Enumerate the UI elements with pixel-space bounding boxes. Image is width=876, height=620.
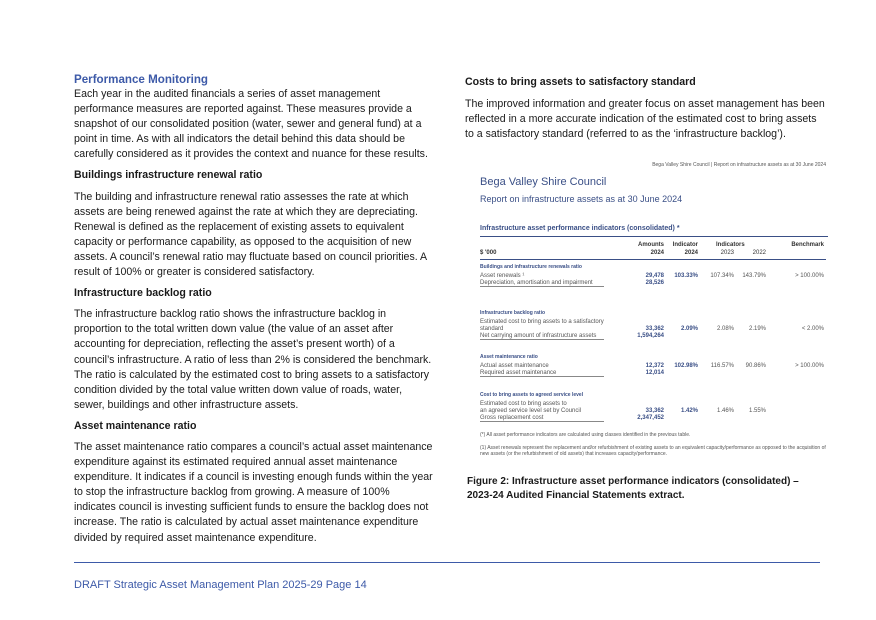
group-title-row [480,310,826,318]
benchmark-value: < 2.00% [801,326,824,332]
denominator-amount: 2,347,452 [637,415,664,421]
subheading-renewal-ratio: Buildings infrastructure renewal ratio [74,169,263,182]
group-line-2 [480,415,826,423]
group-title-row [480,354,826,362]
left-column [74,73,434,552]
indicator-2023: 1.46% [716,408,734,414]
numerator-amount: 29,478 [645,273,664,279]
denominator-label: Required asset maintenance [480,370,604,377]
right-column [465,75,825,148]
col-amounts: Amounts [638,242,664,248]
indicator-2023: 2.08% [716,326,734,332]
col-indicators: Indicators [716,242,745,248]
numerator-label-cont: an agreed service level set by Council [480,408,582,414]
indicator-2022: 143.79% [742,273,766,279]
indicator-value: 2.09% [680,326,698,332]
table-header-row [480,242,826,250]
numerator-amount: 33,362 [645,408,664,414]
report-table-title: Infrastructure asset performance indicators (consolidated) * [480,225,680,232]
numerator-label: Estimated cost to bring assets to a satisfactory [480,319,604,325]
numerator-label: Asset renewals ¹ [480,273,525,279]
group-line-2 [480,280,826,288]
numerator-amount: 12,372 [645,363,664,369]
report-subtitle: Report on infrastructure assets as at 30 June 2024 [480,194,683,204]
group-title: Asset maintenance ratio [480,354,538,360]
report-divider [480,236,828,237]
header-rule [480,259,826,260]
group-title-row [480,264,826,272]
report-extract [478,162,830,474]
group-line-2 [480,370,826,378]
indicator-value: 103.33% [674,273,698,279]
denominator-label: Gross replacement cost [480,415,604,422]
figure-caption: Figure 2: Infrastructure asset performance indicators (consolidated) – 2023-24 Audited Financial Statements extract. [467,476,799,501]
footer-rule [74,562,820,563]
col-benchmark: Benchmark [791,242,824,248]
maintenance-ratio-paragraph: The asset maintenance ratio compares a council’s actual asset maintenance expenditure against its estimated required annual asset maintenance expenditure. It indicates if a council is investing enough funds within the year to stop the infrastructure backlog from growing. A measure of 100% indicates council is investing sufficient funds to ensure the backlog does not increase. The ratio is calculated by actual asset maintenance expenditure divided by required asset maintenance expenditure. [74,440,433,544]
indicator-value: 102.98% [674,363,698,369]
benchmark-value: > 100.00% [795,273,824,279]
denominator-amount: 1,594,264 [637,333,664,339]
indicator-2022: 90.86% [745,363,766,369]
group-title: Cost to bring assets to agreed service level [480,392,584,398]
subheading-backlog-ratio: Infrastructure backlog ratio [74,287,212,300]
indicator-value: 1.42% [680,408,698,414]
group-title: Buildings and infrastructure renewals ratio [480,264,582,270]
numerator-amount: 33,362 [645,326,664,332]
footnote-1: (*) All asset performance indicators are calculated using classes identified in the previous table. [480,432,691,438]
denominator-amount: 12,014 [645,370,664,376]
group-title: Infrastructure backlog ratio [480,310,546,316]
col-unit: $ '000 [480,250,497,256]
col-2023: 2023 [720,250,734,256]
footnote-2: (1) Asset renewals represent the replacement and/or refurbishment of existing assets to an equivalent capacity/performance as opposed to the acquisition of new assets (or the refurbishment of old assets) that increases capacity/performance. [480,445,826,457]
subheading-costs: Costs to bring assets to satisfactory standard [465,76,696,88]
indicator-2023: 116.57% [710,363,734,369]
indicator-2022: 2.19% [748,326,766,332]
report-header-note: Bega Valley Shire Council | Report on infrastructure assets as at 30 June 2024 [652,162,826,168]
section-heading: Performance Monitoring [74,73,208,86]
costs-paragraph: The improved information and greater focus on asset management has been reflected in a more accurate indication of the estimated cost to bring assets to a satisfactory standard (referred to as the ‘infrastructure backlog’). [465,98,825,141]
intro-paragraph: Each year in the audited financials a series of asset management performance measures are reported against. These measures provide a snapshot of our consolidated position (water, sewer and general fund) at a point in time. As with all indicators the detail behind this data should be carefully considered as it provides the context and nuance for these results. [74,88,428,161]
numerator-label: Actual asset maintenance [480,363,549,369]
col-indicator-year: 2024 [684,250,698,256]
denominator-amount: 28,526 [645,280,664,286]
col-2022: 2022 [752,250,766,256]
backlog-ratio-paragraph: The infrastructure backlog ratio shows the infrastructure backlog in proportion to the total written down value (the value of an asset after accounting for depreciation, reflecting the asset’s present worth) of a council’s infrastructure. A ratio of less than 2% is considered the benchmark. The ratio is calculated by the estimated cost to bring assets to a satisfactory condition divided by the total value written down value of roads, water, sewer, buildings and other infrastructure assets. [74,308,432,411]
report-title: Bega Valley Shire Council [480,176,607,188]
indicator-2023: 107.34% [710,273,734,279]
table-header-row-2 [480,250,826,258]
benchmark-value: > 100.00% [795,363,824,369]
denominator-label: Depreciation, amortisation and impairment [480,280,604,287]
indicator-2022: 1.55% [748,408,766,414]
numerator-label: Estimated cost to bring assets to [480,401,567,407]
denominator-label: Net carrying amount of infrastructure assets [480,333,604,340]
group-title-row [480,392,826,400]
renewal-ratio-paragraph: The building and infrastructure renewal ratio assesses the rate at which assets are being renewed against the rate at which they are depreciating. Renewal is defined as the replacement of existing assets to equivalent capacity or performance capability, as opposed to the acquisition of new assets. A council’s renewal ratio may fluctuate based on council priorities. A result of 100% or greater is considered satisfactory. [74,190,427,279]
page-footer: DRAFT Strategic Asset Management Plan 2025-29 Page 14 [74,579,367,591]
col-indicator: Indicator [672,242,698,248]
col-amounts-year: 2024 [650,250,664,256]
subheading-maintenance-ratio: Asset maintenance ratio [74,419,197,432]
numerator-label-cont: standard [480,326,504,332]
group-line-2 [480,333,826,341]
